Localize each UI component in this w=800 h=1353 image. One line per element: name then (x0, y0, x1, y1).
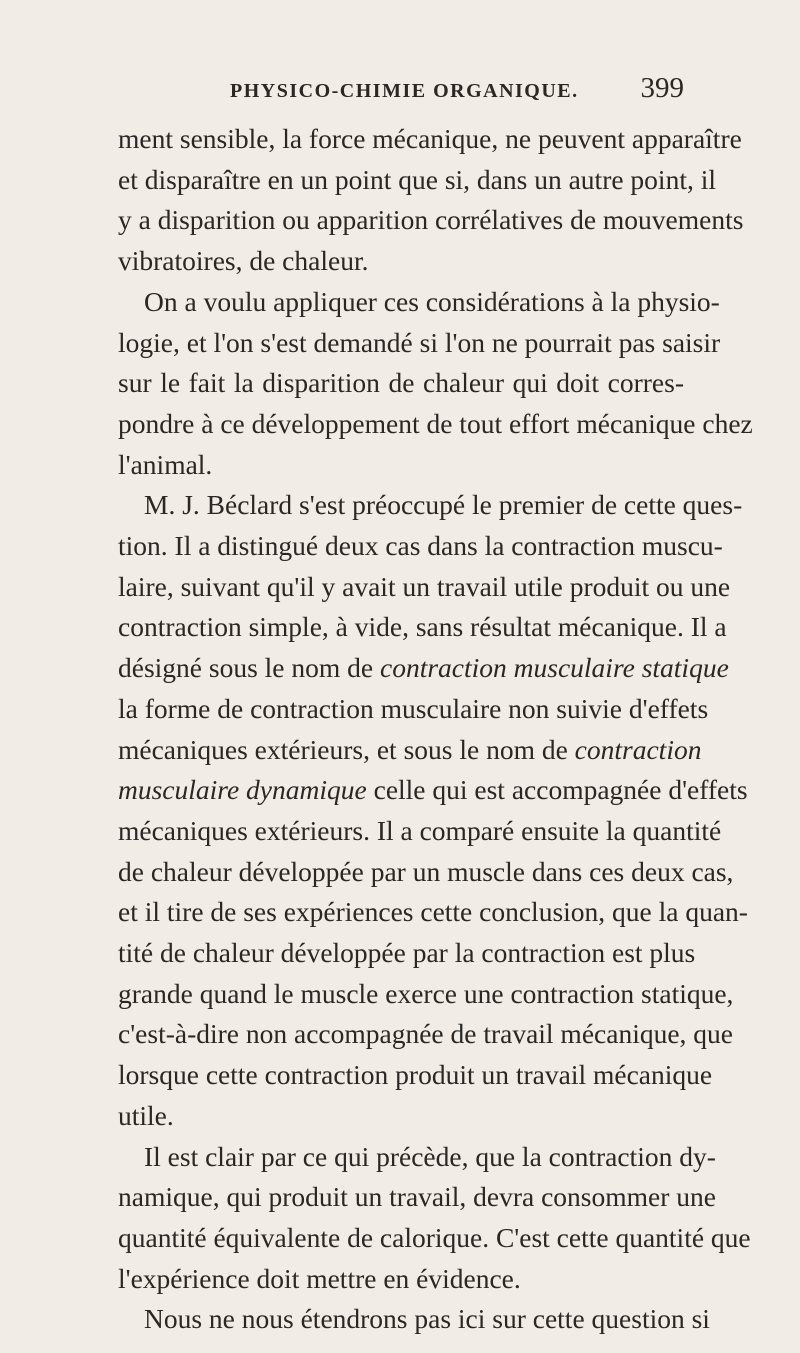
page-number: 399 (640, 72, 684, 104)
text-line: et disparaître en un point que si, dans un autre point, il (118, 163, 716, 195)
text-line: y a disparition ou apparition corrélatives de mouvements (118, 204, 744, 236)
page-header (118, 70, 684, 114)
text-line: Il est clair par ce qui précède, que la contraction dy- (144, 1140, 716, 1172)
text-line: sur le fait la disparition de chaleur qui doit corres- (118, 367, 684, 399)
text-run: celle qui est accompagnée d'effets (366, 774, 748, 806)
text-line: l'animal. (118, 448, 213, 480)
text-line: quantité équivalente de calorique. C'est cette quantité que (118, 1221, 751, 1253)
italic-term: musculaire dynamique (118, 774, 367, 806)
text-line: utile. (118, 1099, 174, 1131)
text-line (118, 770, 748, 811)
text-line: c'est-à-dire non accompagnée de travail mécanique, que (118, 1018, 733, 1050)
text-line (118, 730, 702, 771)
italic-term: contraction musculaire statique (379, 652, 729, 684)
text-line: de chaleur développée par un muscle dans ces deux cas, (118, 855, 734, 887)
text-line: lorsque cette contraction produit un travail mécanique (118, 1059, 713, 1091)
text-line: contraction simple, à vide, sans résultat mécanique. Il a (118, 611, 727, 643)
body-text (118, 119, 753, 1340)
text-line: On a voulu appliquer ces considérations à la physio- (144, 285, 720, 317)
text-line: grande quand le muscle exerce une contraction statique, (118, 977, 734, 1009)
text-line: Nous ne nous étendrons pas ici sur cette question si (144, 1303, 710, 1335)
text-line (118, 648, 729, 689)
text-line: tité de chaleur développée par la contraction est plus (118, 937, 696, 969)
text-line: tion. Il a distingué deux cas dans la contraction muscu- (118, 530, 723, 562)
italic-term: contraction (574, 733, 702, 765)
text-line: laire, suivant qu'il y avait un travail utile produit ou une (118, 570, 731, 602)
text-line: mécaniques extérieurs. Il a comparé ensuite la quantité (118, 814, 722, 846)
running-head: PHYSICO-CHIMIE ORGANIQUE. (230, 80, 579, 102)
text-line: l'expérience doit mettre en évidence. (118, 1262, 521, 1294)
text-line: logie, et l'on s'est demandé si l'on ne pourrait pas saisir (118, 326, 721, 358)
text-run: désigné sous le nom de (118, 652, 380, 684)
text-line: pondre à ce développement de tout effort mécanique chez (118, 407, 753, 439)
text-line: M. J. Béclard s'est préoccupé le premier de cette ques- (144, 489, 743, 521)
text-run: mécaniques extérieurs, et sous le nom de (118, 733, 575, 765)
text-line: la forme de contraction musculaire non suivie d'effets (118, 692, 709, 724)
text-line: vibratoires, de chaleur. (118, 245, 369, 277)
text-line: namique, qui produit un travail, devra consommer une (118, 1181, 716, 1213)
text-line: et il tire de ses expériences cette conclusion, que la quan- (118, 896, 748, 928)
text-line: ment sensible, la force mécanique, ne peuvent apparaître (118, 123, 742, 154)
